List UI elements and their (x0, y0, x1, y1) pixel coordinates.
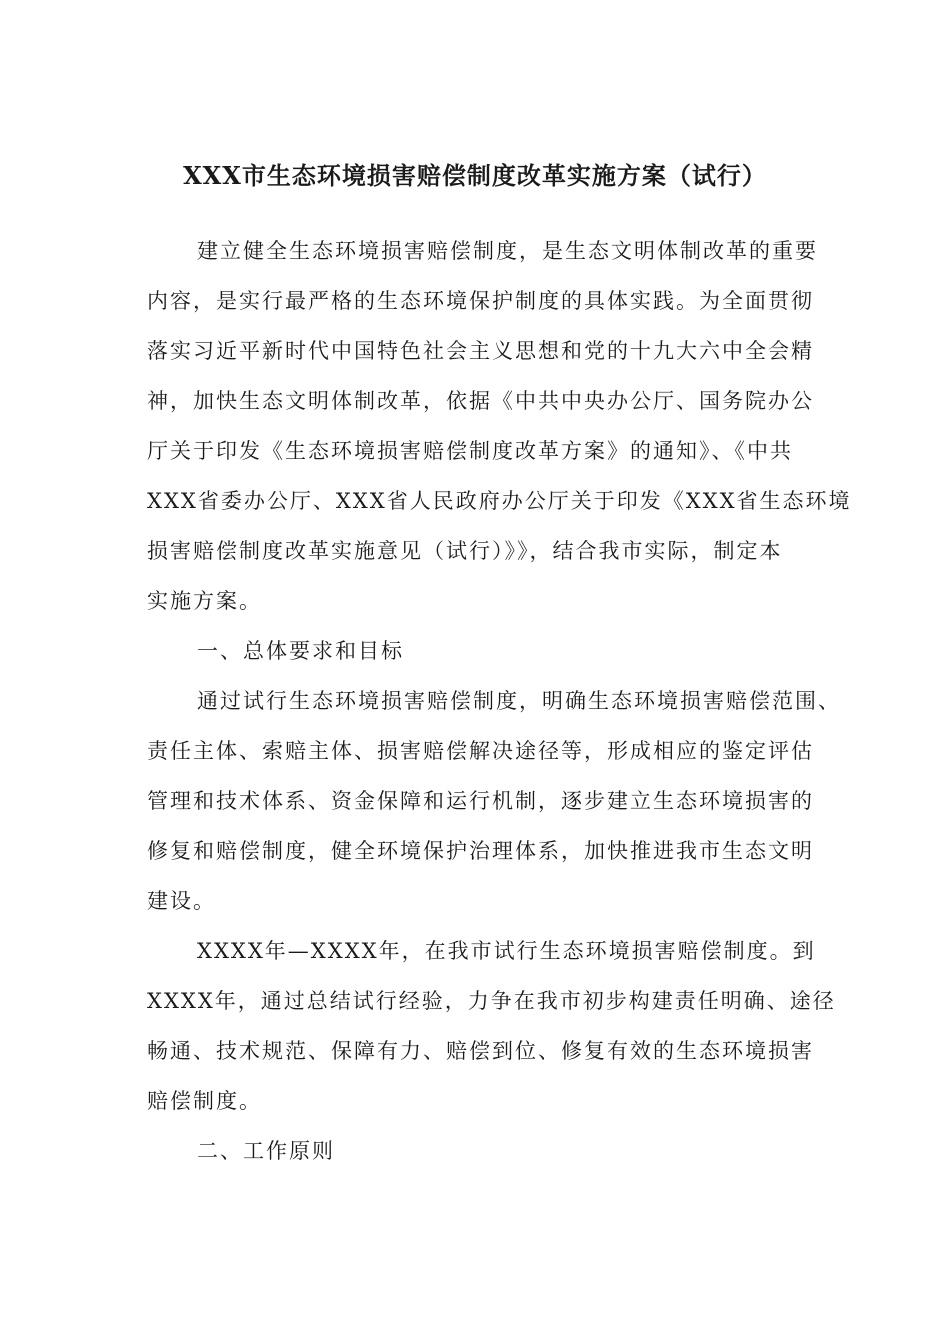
paragraph-line: 建立健全生态环境损害赔偿制度，是生态文明体制改革的重要 (197, 239, 818, 263)
paragraph-line: 厅关于印发《生态环境损害赔偿制度改革方案》的通知》、《中共 (147, 439, 793, 463)
paragraph-line: 神，加快生态文明体制改革，依据《中共中央办公厅、国务院办公 (147, 389, 814, 413)
paragraph-line: 落实习近平新时代中国特色社会主义思想和党的十九大六中全会精 (147, 339, 814, 363)
paragraph-line: 修复和赔偿制度，健全环境保护治理体系，加快推进我市生态文明 (147, 839, 814, 863)
paragraph-line: 管理和技术体系、资金保障和运行机制，逐步建立生态环境损害的 (147, 789, 814, 813)
paragraph-line: 内容，是实行最严格的生态环境保护制度的具体实践。为全面贯彻 (147, 289, 814, 313)
paragraph-line: XXXX年，通过总结试行经验，力争在我市初步构建责任明确、途径 (147, 989, 836, 1013)
paragraph-line: XXXX年—XXXX年，在我市试行生态环境损害赔偿制度。到 (197, 939, 816, 963)
paragraph-line: 通过试行生态环境损害赔偿制度，明确生态环境损害赔偿范围、 (197, 689, 841, 713)
paragraph-line: 实施方案。 (147, 589, 262, 613)
paragraph-line: 建设。 (147, 889, 216, 913)
paragraph-line: 赔偿制度。 (147, 1089, 262, 1113)
paragraph-line: 损害赔偿制度改革实施意见（试行）》》，结合我市实际，制定本 (147, 539, 783, 563)
section-heading: 二、工作原则 (197, 1139, 335, 1163)
document-title: XXX市生态环境损害赔偿制度改革实施方案（试行） (183, 161, 767, 190)
paragraph-line: 畅通、技术规范、保障有力、赔偿到位、修复有效的生态环境损害 (147, 1039, 814, 1063)
paragraph-line: XXX省委办公厅、XXX省人民政府办公厅关于印发《XXX省生态环境 (147, 489, 852, 513)
paragraph-line: 责任主体、索赔主体、损害赔偿解决途径等，形成相应的鉴定评估 (147, 739, 814, 763)
section-heading: 一、总体要求和目标 (197, 639, 404, 663)
